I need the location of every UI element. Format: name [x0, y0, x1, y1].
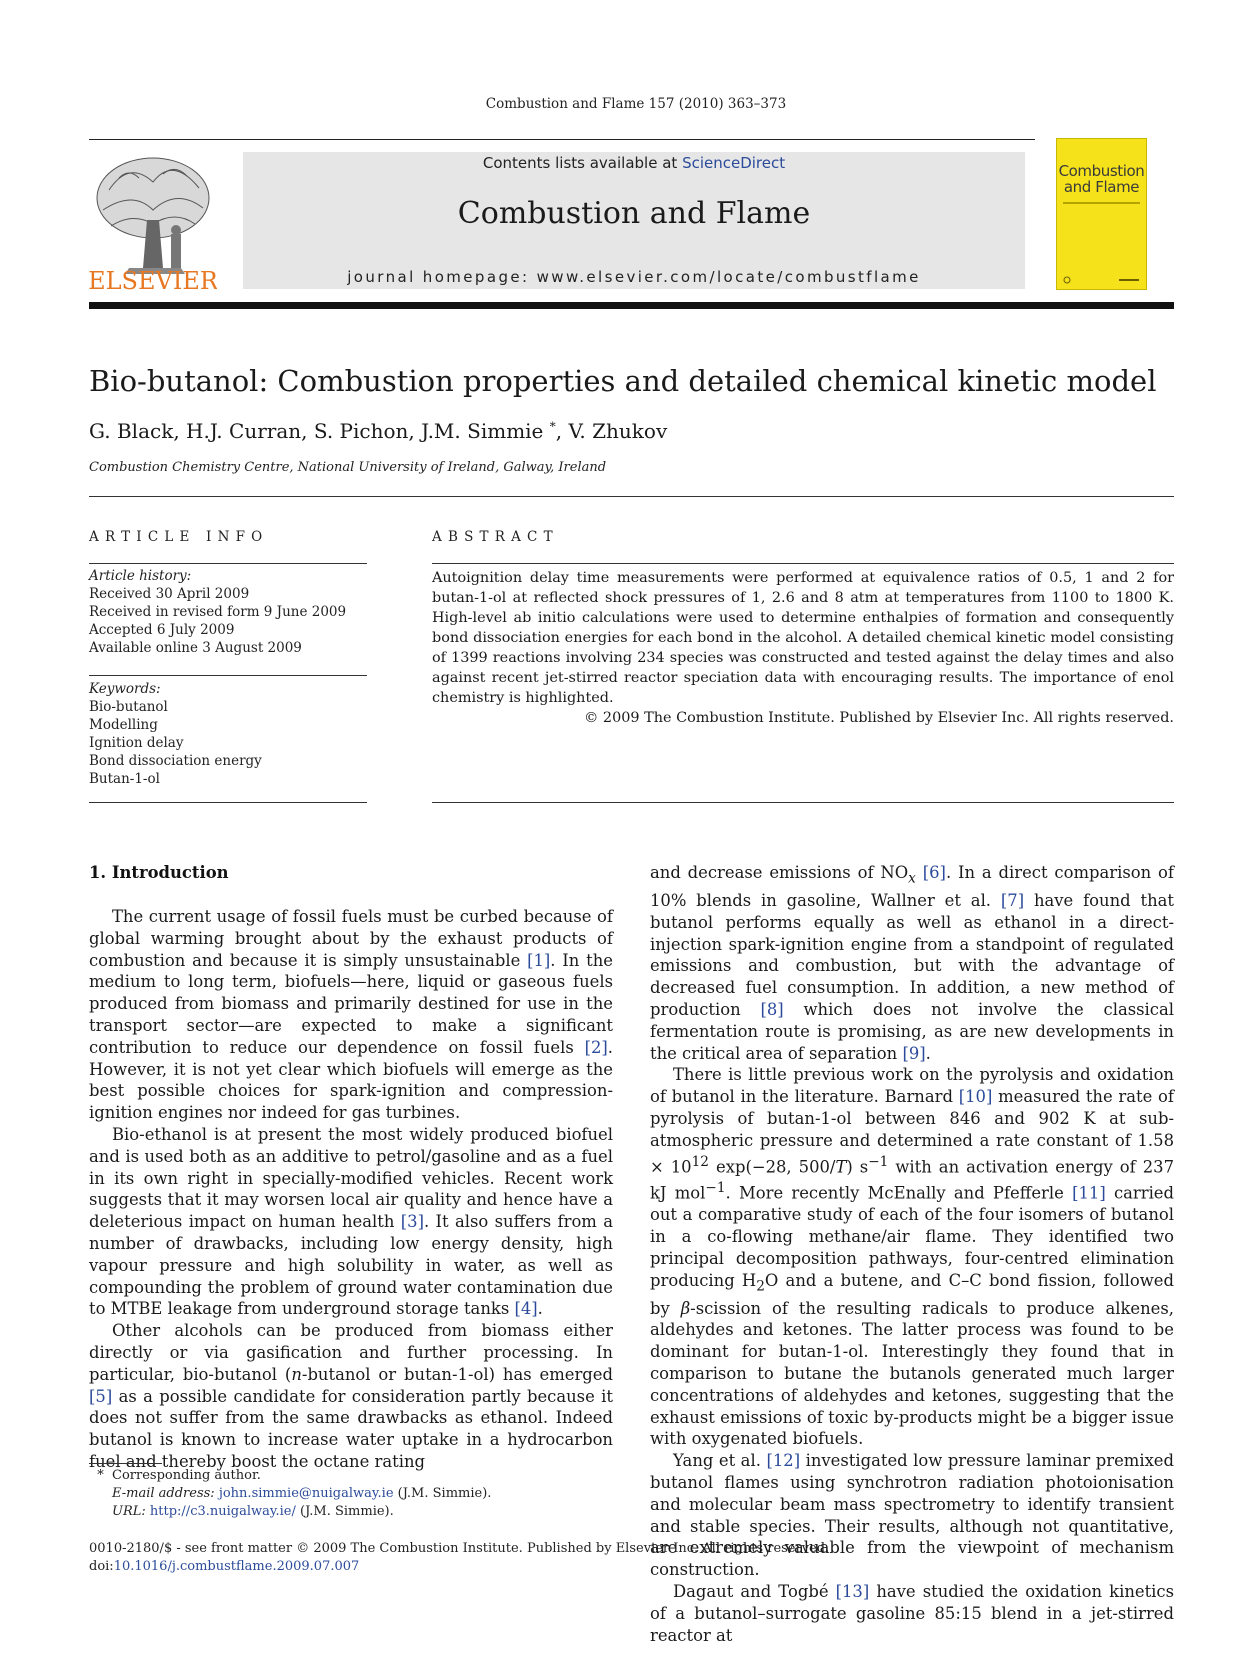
authors-last: , V. Zhukov: [555, 419, 668, 443]
paragraph: Dagaut and Togbé [13] have studied the oxidation kinetics of a butanol–surrogate gasoline 85:15 blend in a jet-stirred reactor at: [650, 1582, 1175, 1645]
keywords: [89, 680, 262, 788]
paragraph: Bio-ethanol is at present the most widely produced biofuel and is used both as an additive to petrol/gasoline and as a fuel in its own right in specially-modified vehicles. Recent work suggests that it may worsen local air quality and hence have a deleterious impact on human health [3]. It also suffers from a number of drawbacks, including low energy density, high vapour pressure and high solubility in water, as well as compounding the problem of ground water contamination due to MTBE leakage from underground storage tanks [4].: [89, 1124, 613, 1319]
body-column-left: [89, 906, 613, 1473]
doi-line: doi:10.1016/j.combustflame.2009.07.007: [89, 1559, 360, 1574]
footnote-email: E-mail address: john.simmie@nuigalway.ie (J.M. Simmie).: [112, 1486, 492, 1501]
abstract-copyright: © 2009 The Combustion Institute. Published by Elsevier Inc. All rights reserved.: [583, 710, 1174, 726]
citation-link[interactable]: [3]: [400, 1212, 424, 1232]
paragraph: and decrease emissions of $NO_x$ [6]. In a direct comparison of 10% blends in gasoline, Wallner et al. [7] have found that butanol performs equally as well as ethanol in a direct-injection spark-ignition engine from a standpoint of regulated emissions and combustion, but with the advantage of decreased fuel consumption. In addition, a new method of production [8] which does not involve the classical fermentation route is promising, as are new developments in the critical area of separation [9].: [650, 863, 1174, 1063]
paragraph: Yang et al. [12] investigated low pressure laminar premixed butanol flames using synchrotron radiation photoionisation and molecular beam mass spectrometry to identify transient and stable species. Their results, although not quantitative, are extremely valuable from the viewpoint of mechanism construction.: [650, 1451, 1174, 1580]
contents-prefix: Contents lists available at: [482, 154, 678, 172]
article-history: [89, 567, 346, 657]
abstract-end-rule: [432, 802, 1174, 803]
citation-link[interactable]: [2]: [584, 1037, 608, 1057]
article-info-heading: ARTICLE INFO: [89, 529, 269, 545]
citation-link[interactable]: [11]: [1072, 1183, 1106, 1203]
keyword-item: Bond dissociation energy: [89, 753, 262, 769]
issn-line: 0010-2180/$ - see front matter © 2009 The Combustion Institute. Published by Elsevier Inc. All rights reserved.: [89, 1541, 830, 1556]
footnote: [89, 1467, 491, 1521]
history-accepted: Accepted 6 July 2009: [89, 622, 235, 638]
abstract-text: Autoignition delay time measurements were performed at equivalence ratios of 0.5, 1 and 2 for butan-1-ol at reflected shock pressures of 1, 2.6 and 8 atm at temperatures from 1100 to 1800 K. High-level ab initio calculations were used to determine enthalpies of formation and consequently bond dissociation energies for each bond in the alcohol. A detailed chemical kinetic model consisting of 1399 reactions involving 234 species was constructed and tested against the delay times and also against recent jet-stirred reactor speciation data with encouraging results. The importance of enol chemistry is highlighted.: [432, 570, 1174, 706]
abstract-body: [432, 568, 1174, 728]
history-rule: [89, 675, 367, 676]
cover-title: [1057, 163, 1146, 195]
elsevier-wordmark: ELSEVIER: [89, 267, 217, 290]
citation-link[interactable]: [9]: [902, 1043, 926, 1063]
footnote-rule: [89, 1463, 162, 1464]
paragraph: The current usage of fossil fuels must be curbed because of global warming brought about by the exhaust products of combustion and because it is simply unsustainable [1]. In the medium to long term, biofuels—here, liquid or gaseous fuels produced from biomass and primarily destined for use in the transport sector—are expected to make a significant contribution to reduce our dependence on fossil fuels [2]. However, it is not yet clear which biofuels will emerge as the best possible choices for spark-ignition and compression-ignition engines nor indeed for gas turbines.: [89, 907, 613, 1123]
paragraph: Other alcohols can be produced from biomass either directly or via gasification and further processing. In particular, bio-butanol (n-butanol or butan-1-ol) has emerged [5] as a possible candidate for consideration partly because it does not suffer from the same drawbacks as ethanol. Indeed butanol is known to increase water uptake in a hydrocarbon fuel and thereby boost the octane rating: [89, 1321, 613, 1471]
front-matter-footer: [89, 1540, 829, 1576]
header-rule: [89, 139, 1035, 140]
journal-cover[interactable]: [1056, 138, 1147, 290]
keyword-item: Butan-1-ol: [89, 771, 160, 787]
elsevier-logo[interactable]: [89, 150, 217, 290]
abstract-heading: ABSTRACT: [432, 529, 559, 545]
citation-link[interactable]: [13]: [835, 1582, 870, 1601]
authors-main: G. Black, H.J. Curran, S. Pichon, J.M. Simmie: [89, 419, 544, 443]
abstract-rule: [432, 563, 1174, 564]
affiliation: Combustion Chemistry Centre, National University of Ireland, Galway, Ireland: [89, 460, 607, 475]
cover-title-line2: and Flame: [1063, 178, 1140, 196]
journal-name: Combustion and Flame: [457, 196, 811, 231]
keyword-item: Ignition delay: [89, 735, 184, 751]
history-received: Received 30 April 2009: [89, 586, 250, 602]
citation-link[interactable]: [1]: [527, 950, 551, 970]
keyword-item: Modelling: [89, 717, 158, 733]
section-heading-introduction: 1. Introduction: [89, 863, 229, 882]
cover-title-line1: Combustion: [1058, 162, 1145, 180]
journal-homepage[interactable]: journal homepage: www.elsevier.com/locate/combustflame: [347, 268, 921, 286]
contents-line: [243, 154, 1025, 172]
title-rule: [89, 496, 1174, 497]
citation-link[interactable]: [10]: [958, 1087, 993, 1107]
citation-link[interactable]: [6]: [922, 863, 946, 882]
article-info-rule: [89, 563, 367, 564]
history-online: Available online 3 August 2009: [89, 640, 302, 656]
journal-banner: [243, 152, 1025, 289]
cover-stripe: [1063, 202, 1140, 204]
author-list: [89, 419, 667, 443]
citation-link[interactable]: [8]: [760, 1000, 784, 1020]
body-column-right: [650, 862, 1174, 1646]
article-title: Bio-butanol: Combustion properties and detailed chemical kinetic model: [89, 364, 1157, 398]
doi-link[interactable]: 10.1016/j.combustflame.2009.07.007: [113, 1559, 360, 1574]
elsevier-tree-icon: [89, 150, 217, 290]
citation-link[interactable]: [7]: [1000, 891, 1025, 911]
url-link[interactable]: http://c3.nuigalway.ie/: [149, 1504, 296, 1519]
footnote-corresponding: * Corresponding author.: [97, 1468, 261, 1483]
citation-link[interactable]: [5]: [89, 1386, 113, 1406]
paragraph: There is little previous work on the pyrolysis and oxidation of butanol in the literature. Barnard [10] measured the rate of pyrolysis of butan-1-ol between 846 and 902 K at sub-atmospheric pressure and determined a rate constant of $1.58 \times 10^{12}$ exp(−28, 500/T) $s^{-1}$ with an activation energy of 237 kJ mol$^{-1}$. More recently McEnally and Pfefferle [11] carried out a comparative study of each of the four isomers of butanol in a co-flowing methane/air flame. They identified two principal decomposition pathways, four-centred elimination producing $H_2O$ and a butene, and C–C bond fission, followed by β-scission of the resulting radicals to produce alkenes, aldehydes and ketones. The latter process was found to be dominant for butan-1-ol. Interestingly they found that in comparison to butane the butanols generated much larger concentrations of aldehydes and ketones, suggesting that the exhaust emissions of toxic by-products might be a bigger issue with oxygenated biofuels.: [650, 1065, 1174, 1449]
footnote-url: URL: http://c3.nuigalway.ie/ (J.M. Simmie).: [112, 1504, 394, 1519]
email-link[interactable]: john.simmie@nuigalway.ie: [218, 1486, 394, 1501]
journal-citation: Combustion and Flame 157 (2010) 363–373: [485, 96, 787, 112]
citation-link[interactable]: [12]: [766, 1451, 801, 1471]
keywords-label: Keywords:: [89, 681, 161, 697]
history-revised: Received in revised form 9 June 2009: [89, 604, 347, 620]
sciencedirect-link[interactable]: ScienceDirect: [682, 154, 786, 172]
keywords-rule: [89, 802, 367, 803]
keyword-item: Bio-butanol: [89, 699, 168, 715]
citation-link[interactable]: [4]: [514, 1299, 538, 1319]
header-thick-rule: [89, 302, 1174, 309]
corresponding-author-mark[interactable]: *: [549, 419, 556, 434]
cover-footer-icon: [1063, 276, 1140, 284]
history-label: Article history:: [89, 568, 192, 584]
